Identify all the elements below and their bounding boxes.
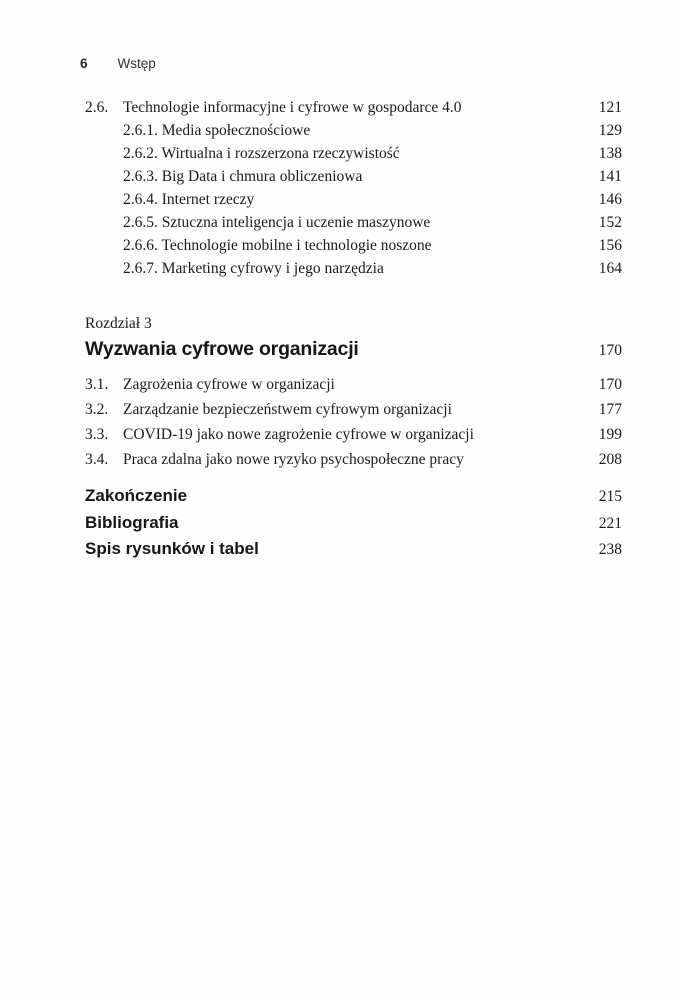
running-header (80, 56, 156, 71)
toc-subentry-label: 2.6.3. Big Data i chmura obliczeniowa (123, 168, 363, 185)
toc-subentry-page: 138 (598, 145, 622, 162)
toc-entry-title: COVID-19 jako nowe zagrożenie cyfrowe w organizacji (123, 426, 474, 443)
toc-subentry (85, 119, 622, 142)
toc-entry-page: 170 (598, 376, 622, 393)
toc-section-2-6 (85, 96, 622, 280)
toc-entry-number: 3.4. (85, 451, 109, 468)
toc-entry-page: 208 (598, 451, 622, 468)
toc-entry (85, 422, 622, 447)
page-number: 6 (80, 56, 88, 71)
toc-subentry (85, 211, 622, 234)
toc-entry-title: Zagrożenia cyfrowe w organizacji (123, 376, 335, 393)
toc-subentry (85, 142, 622, 165)
toc-subentry (85, 234, 622, 257)
backmatter-page: 221 (598, 514, 622, 532)
toc-subentry (85, 165, 622, 188)
chapter-title: Wyzwania cyfrowe organizacji (85, 338, 359, 360)
toc-backmatter (85, 483, 622, 563)
backmatter-page: 215 (598, 488, 622, 505)
toc-entry (85, 96, 622, 119)
toc-entry-page: 121 (598, 99, 622, 116)
running-header-title: Wstęp (117, 56, 156, 71)
toc-entry-title: Praca zdalna jako nowe ryzyko psychospołeczne pracy (123, 451, 464, 468)
toc-subentry-label: 2.6.5. Sztuczna inteligencja i uczenie maszynowe (123, 214, 431, 231)
toc-subentry (85, 257, 622, 280)
toc-entry-number: 3.2. (85, 401, 109, 418)
toc-entry (85, 372, 622, 397)
toc-entry-title: Technologie informacyjne i cyfrowe w gospodarce 4.0 (123, 99, 462, 116)
backmatter-label: Spis rysunków i tabel (85, 539, 259, 558)
toc-subentry-page: 129 (598, 122, 622, 139)
toc-entry-page: 199 (598, 426, 622, 443)
backmatter-label: Zakończenie (85, 486, 188, 505)
toc-entry-number: 3.1. (85, 376, 109, 393)
toc-subentry-label: 2.6.4. Internet rzeczy (123, 191, 255, 208)
toc-subentry-label: 2.6.7. Marketing cyfrowy i jego narzędzia (123, 260, 384, 277)
toc-subentry-label: 2.6.1. Media społecznościowe (123, 122, 311, 139)
toc-subentry-page: 164 (598, 260, 622, 277)
chapter-entries (85, 372, 622, 472)
toc-entry-number: 3.3. (85, 426, 109, 443)
toc-chapter-3 (85, 312, 622, 472)
backmatter-page: 238 (598, 541, 622, 558)
chapter-page: 170 (598, 342, 622, 359)
toc-subentry-page: 141 (598, 168, 622, 185)
toc-subentry (85, 188, 622, 211)
toc-subentry-page: 152 (598, 214, 622, 231)
toc-entry (85, 397, 622, 422)
toc-subentry-label: 2.6.2. Wirtualna i rozszerzona rzeczywistość (123, 145, 400, 162)
toc-entry (85, 536, 622, 563)
toc-entry-number: 2.6. (85, 99, 109, 116)
toc-entry-title: Zarządzanie bezpieczeństwem cyfrowym organizacji (123, 401, 452, 418)
chapter-kicker: Rozdział 3 (85, 315, 152, 332)
toc-entry (85, 483, 622, 510)
toc-entry (85, 447, 622, 472)
chapter-title-row (85, 336, 622, 364)
toc-subentry-label: 2.6.6. Technologie mobilne i technologie noszone (123, 237, 432, 254)
toc-entry (85, 510, 622, 537)
toc-subentry-page: 146 (598, 191, 622, 208)
toc-entry-page: 177 (598, 401, 622, 418)
toc-subentry-page: 156 (598, 237, 622, 254)
backmatter-label: Bibliografia (85, 512, 179, 532)
